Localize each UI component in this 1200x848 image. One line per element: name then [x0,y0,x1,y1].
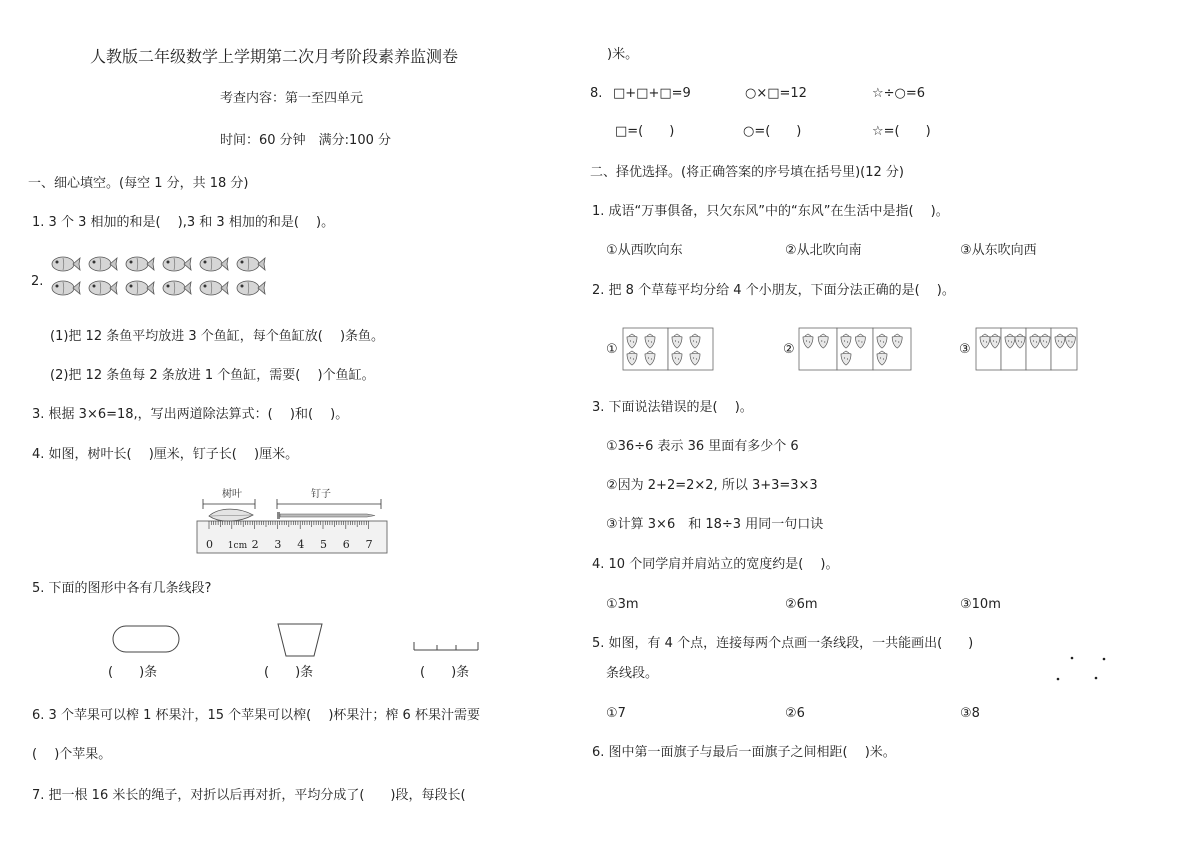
question-1-2-2: (2)把 12 条鱼每 2 条放进 1 个鱼缸，需要( )个鱼缸。 [50,368,375,383]
q8-equation-3: ☆÷○=6 [872,86,926,101]
q8-equation-2: ○×□=12 [745,86,807,101]
ruler-label: 6 [342,538,350,551]
nail-head [277,512,280,519]
q2-5-option-a: ①7 [606,706,626,721]
q2-4-option-c: ③10m [960,597,1001,612]
nail-label: 钉子 [311,489,331,500]
shape-trapezoid-figure [270,622,330,658]
fish-icon [52,257,80,271]
question-1-6: 6. 3 个苹果可以榨 1 杯果汁，15 个苹果可以榨( )杯果汁；榨 6 杯果汁需要 [32,708,480,723]
question-1-5: 5. 下面的图形中各有几条线段? [32,581,212,596]
q2-3-option-b: ②因为 2+2=2×2, 所以 3+3=3×3 [606,478,818,493]
q8-answer-1: □=( ) [615,124,675,139]
shape-rounded-figure [110,622,180,656]
nail-shape [280,514,375,517]
fish-icon [163,257,191,271]
leaf-label: 树叶 [222,489,242,500]
question-1-2-number: 2. [31,274,44,289]
strawberry-split-b [798,327,912,371]
question-2-1: 1. 成语“万事俱备，只欠东风”中的“东风”在生活中是指( )。 [592,204,949,219]
fish-icon [126,281,154,295]
ruler-figure [195,487,390,555]
q2-2-option-b: ② [783,342,795,357]
ruler-label: 1cm [227,541,248,551]
question-1-7-cont: )米。 [607,47,639,62]
fish-icon [163,281,191,295]
q2-5-option-b: ②6 [785,706,805,721]
question-2-3: 3. 下面说法错误的是( )。 [592,400,753,415]
q2-3-option-a: ①36÷6 表示 36 里面有多少个 6 [606,439,799,454]
fish-icon [237,257,265,271]
exam-content: 考查内容：第一至四单元 [220,91,364,106]
question-1-1: 1. 3 个 3 相加的和是( ),3 和 3 相加的和是( )。 [32,215,335,230]
fish-icon [52,281,80,295]
ruler-label: 3 [274,538,282,551]
q2-1-option-b: ②从北吹向南 [785,243,862,258]
fish-icon [89,281,117,295]
fish-icon [89,257,117,271]
q2-5-option-c: ③8 [960,706,980,721]
question-2-5-cont: 条线段。 [606,666,659,681]
strawberry-split-c [975,327,1079,371]
q2-2-option-a: ① [606,342,618,357]
q2-1-option-a: ①从西吹向东 [606,243,683,258]
question-1-2-1: (1)把 12 条鱼平均放进 3 个鱼缸，每个鱼缸放( )条鱼。 [50,329,385,344]
section1-heading: 一、细心填空。(每空 1 分，共 18 分) [28,176,249,191]
q2-3-option-c: ③计算 3×6 和 18÷3 用同一句口诀 [606,517,824,532]
q2-2-option-c: ③ [959,342,971,357]
q2-4-option-a: ①3m [606,597,639,612]
exam-time: 时间：60 分钟 满分:100 分 [220,133,391,148]
q8-answer-3: ☆=( ) [872,124,931,139]
shape-1-blank: ( )条 [108,665,158,680]
question-2-2: 2. 把 8 个草莓平均分给 4 个小朋友，下面分法正确的是( )。 [592,283,955,298]
ruler-label: 4 [297,538,305,551]
q2-1-option-c: ③从东吹向西 [960,243,1037,258]
fish-icon [200,281,228,295]
strawberry-split-a [622,327,714,371]
question-1-7: 7. 把一根 16 米长的绳子，对折以后再对折，平均分成了( )段，每段长( [32,788,466,803]
shape-line-figure [410,638,482,654]
ruler-label: 0 [206,538,213,551]
q8-answer-2: ○=( ) [743,124,802,139]
shape-3-blank: ( )条 [420,665,470,680]
question-2-5: 5. 如图，有 4 个点，连接每两个点画一条线段，一共能画出( ) [592,636,974,651]
question-2-6: 6. 图中第一面旗子与最后一面旗子之间相距( )米。 [592,745,896,760]
fish-picture [50,253,270,301]
question-1-4: 4. 如图，树叶长( )厘米，钉子长( )厘米。 [32,447,299,462]
question-1-3: 3. 根据 3×6=18,，写出两道除法算式：( )和( )。 [32,407,349,422]
fish-icon [237,281,265,295]
fish-icon [126,257,154,271]
question-1-8-number: 8. [590,86,603,101]
section2-heading: 二、择优选择。(将正确答案的序号填在括号里)(12 分) [590,165,904,180]
question-2-4: 4. 10 个同学肩并肩站立的宽度约是( )。 [592,557,839,572]
ruler-label: 2 [251,538,259,551]
shape-2-blank: ( )条 [264,665,314,680]
page-title: 人教版二年级数学上学期第二次月考阶段素养监测卷 [90,47,459,66]
four-points-figure [1050,650,1112,684]
fish-icon [200,257,228,271]
q8-equation-1: □+□+□=9 [613,86,691,101]
ruler-label: 5 [320,538,327,551]
question-1-6-cont: ( )个苹果。 [32,747,112,762]
ruler-label: 7 [365,538,373,551]
q2-4-option-b: ②6m [785,597,818,612]
ruler [197,521,387,553]
